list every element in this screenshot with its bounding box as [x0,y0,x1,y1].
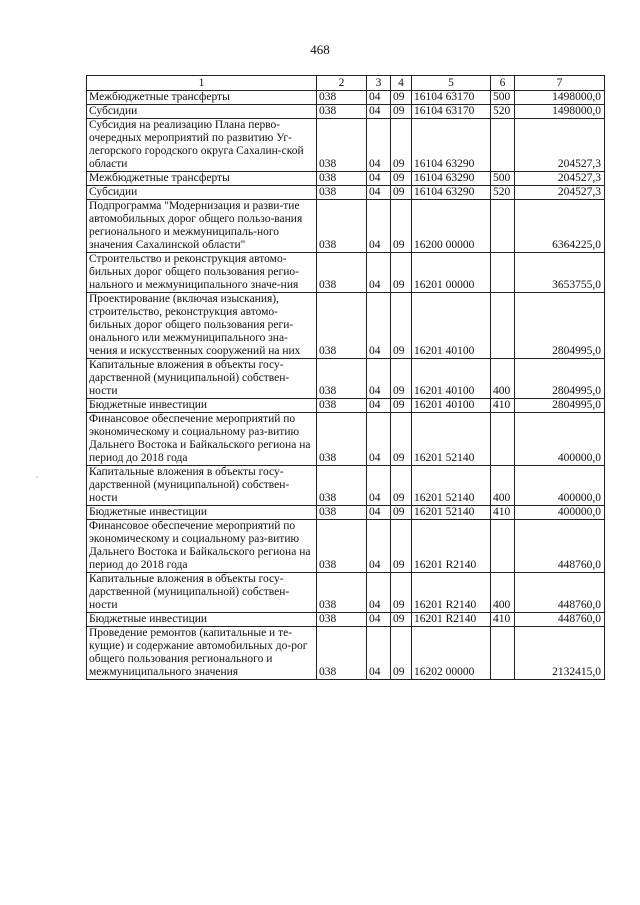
table-row [87,200,605,253]
table-row [87,172,605,186]
cell-section: 04 [367,172,391,186]
table-row [87,506,605,520]
cell-name: Финансовое обеспечение мероприятий по экономическому и социальному раз-витию Дальнего Востока и Байкальского региона на период до 2018 года [87,413,317,466]
cell-expense-type: 400 [491,466,515,506]
cell-target-article: 16200 00000 [412,200,491,253]
cell-sum: 1498000,0 [515,91,605,105]
cell-ved: 038 [317,293,367,359]
cell-name: Бюджетные инвестиции [87,399,317,413]
cell-ved: 038 [317,359,367,399]
cell-sum: 6364225,0 [515,200,605,253]
cell-sum: 2804995,0 [515,359,605,399]
cell-sum: 400000,0 [515,466,605,506]
cell-target-article: 16201 52140 [412,466,491,506]
cell-ved: 038 [317,186,367,200]
cell-subsection: 09 [391,466,412,506]
cell-expense-type [491,200,515,253]
cell-section: 04 [367,613,391,627]
table-row [87,413,605,466]
header-row [87,76,605,91]
cell-sum: 2132415,0 [515,627,605,680]
cell-name: Капитальные вложения в объекты госу-дарственной (муниципальной) собствен-ности [87,359,317,399]
cell-name: Проектирование (включая изыскания), строительство, реконструкция автомо-бильных дорог общего пользования реги-онального или межмуниципального зна-чения и искусственных сооружений на них [87,293,317,359]
header-col-2: 2 [317,76,367,91]
cell-ved: 038 [317,172,367,186]
cell-target-article: 16201 40100 [412,293,491,359]
header-col-5: 5 [412,76,491,91]
cell-target-article: 16202 00000 [412,627,491,680]
cell-expense-type: 500 [491,172,515,186]
cell-sum: 448760,0 [515,520,605,573]
cell-sum: 2804995,0 [515,399,605,413]
cell-expense-type [491,520,515,573]
cell-subsection: 09 [391,105,412,119]
cell-sum: 448760,0 [515,573,605,613]
cell-target-article: 16104 63170 [412,105,491,119]
cell-ved: 038 [317,613,367,627]
cell-name: Капитальные вложения в объекты госу-дарственной (муниципальной) собствен-ности [87,466,317,506]
cell-sum: 204527,3 [515,172,605,186]
cell-subsection: 09 [391,186,412,200]
cell-section: 04 [367,627,391,680]
cell-ved: 038 [317,399,367,413]
cell-expense-type [491,119,515,172]
cell-target-article: 16201 R2140 [412,613,491,627]
cell-target-article: 16104 63290 [412,186,491,200]
cell-name: Субсидии [87,105,317,119]
cell-name: Капитальные вложения в объекты госу-дарственной (муниципальной) собствен-ности [87,573,317,613]
cell-section: 04 [367,573,391,613]
cell-sum: 448760,0 [515,613,605,627]
cell-section: 04 [367,119,391,172]
cell-subsection: 09 [391,293,412,359]
cell-expense-type [491,253,515,293]
table-row [87,359,605,399]
cell-name: Проведение ремонтов (капитальные и те-кущие) и содержание автомобильных до-рог общего пользования регионального и межмуниципального значения [87,627,317,680]
table-row [87,573,605,613]
cell-section: 04 [367,200,391,253]
cell-section: 04 [367,413,391,466]
cell-expense-type [491,627,515,680]
cell-ved: 038 [317,413,367,466]
cell-name: Межбюджетные трансферты [87,172,317,186]
cell-section: 04 [367,91,391,105]
cell-sum: 204527,3 [515,119,605,172]
budget-table [86,75,605,680]
cell-ved: 038 [317,105,367,119]
cell-name: Строительство и реконструкция автомо-бильных дорог общего пользования регио-нального и межмуниципального значе-ния [87,253,317,293]
cell-expense-type: 400 [491,359,515,399]
cell-ved: 038 [317,253,367,293]
cell-section: 04 [367,253,391,293]
table-body [87,91,605,680]
header-col-6: 6 [491,76,515,91]
page-number: 468 [310,42,330,57]
cell-subsection: 09 [391,253,412,293]
table-row [87,293,605,359]
cell-section: 04 [367,359,391,399]
cell-target-article: 16201 R2140 [412,573,491,613]
cell-expense-type: 520 [491,105,515,119]
cell-subsection: 09 [391,613,412,627]
header-col-7: 7 [515,76,605,91]
cell-name: Межбюджетные трансферты [87,91,317,105]
cell-section: 04 [367,399,391,413]
cell-name: Подпрограмма "Модернизация и разви-тие автомобильных дорог общего пользо-вания регионального и межмуниципаль-ного значения Сахалинской области" [87,200,317,253]
cell-name: Субсидия на реализацию Плана перво-очередных мероприятий по развитию Уг-легорского городского округа Сахалин-ской области [87,119,317,172]
cell-target-article: 16104 63290 [412,172,491,186]
cell-sum: 1498000,0 [515,105,605,119]
cell-expense-type: 410 [491,506,515,520]
cell-target-article: 16201 00000 [412,253,491,293]
cell-subsection: 09 [391,119,412,172]
margin-mark: , [36,470,38,479]
cell-subsection: 09 [391,172,412,186]
cell-ved: 038 [317,573,367,613]
cell-expense-type [491,413,515,466]
cell-subsection: 09 [391,627,412,680]
cell-expense-type: 520 [491,186,515,200]
cell-subsection: 09 [391,359,412,399]
cell-sum: 400000,0 [515,506,605,520]
cell-subsection: 09 [391,399,412,413]
table-row [87,91,605,105]
cell-name: Бюджетные инвестиции [87,613,317,627]
table-row [87,399,605,413]
cell-name: Бюджетные инвестиции [87,506,317,520]
cell-section: 04 [367,520,391,573]
header-col-1: 1 [87,76,317,91]
cell-section: 04 [367,105,391,119]
cell-expense-type: 410 [491,613,515,627]
cell-sum: 204527,3 [515,186,605,200]
table-row [87,105,605,119]
cell-subsection: 09 [391,413,412,466]
table-row [87,613,605,627]
cell-subsection: 09 [391,91,412,105]
cell-ved: 038 [317,506,367,520]
cell-section: 04 [367,186,391,200]
cell-target-article: 16201 40100 [412,359,491,399]
table-row [87,186,605,200]
cell-target-article: 16201 52140 [412,506,491,520]
cell-section: 04 [367,293,391,359]
cell-target-article: 16104 63290 [412,119,491,172]
cell-target-article: 16104 63170 [412,91,491,105]
cell-sum: 3653755,0 [515,253,605,293]
table-row [87,520,605,573]
cell-subsection: 09 [391,573,412,613]
cell-expense-type [491,293,515,359]
cell-target-article: 16201 52140 [412,413,491,466]
cell-ved: 038 [317,119,367,172]
cell-name: Финансовое обеспечение мероприятий по экономическому и социальному раз-витию Дальнего Востока и Байкальского региона на период до 2018 года [87,520,317,573]
cell-subsection: 09 [391,520,412,573]
cell-ved: 038 [317,627,367,680]
cell-subsection: 09 [391,200,412,253]
table-row [87,253,605,293]
cell-section: 04 [367,506,391,520]
cell-target-article: 16201 R2140 [412,520,491,573]
cell-ved: 038 [317,520,367,573]
header-col-3: 3 [367,76,391,91]
table-row [87,466,605,506]
cell-name: Субсидии [87,186,317,200]
cell-section: 04 [367,466,391,506]
table-row [87,119,605,172]
cell-ved: 038 [317,200,367,253]
table-row [87,627,605,680]
cell-sum: 400000,0 [515,413,605,466]
cell-sum: 2804995,0 [515,293,605,359]
cell-subsection: 09 [391,506,412,520]
table-header [87,76,605,91]
cell-expense-type: 410 [491,399,515,413]
cell-ved: 038 [317,91,367,105]
cell-ved: 038 [317,466,367,506]
cell-target-article: 16201 40100 [412,399,491,413]
cell-expense-type: 500 [491,91,515,105]
header-col-4: 4 [391,76,412,91]
cell-expense-type: 400 [491,573,515,613]
